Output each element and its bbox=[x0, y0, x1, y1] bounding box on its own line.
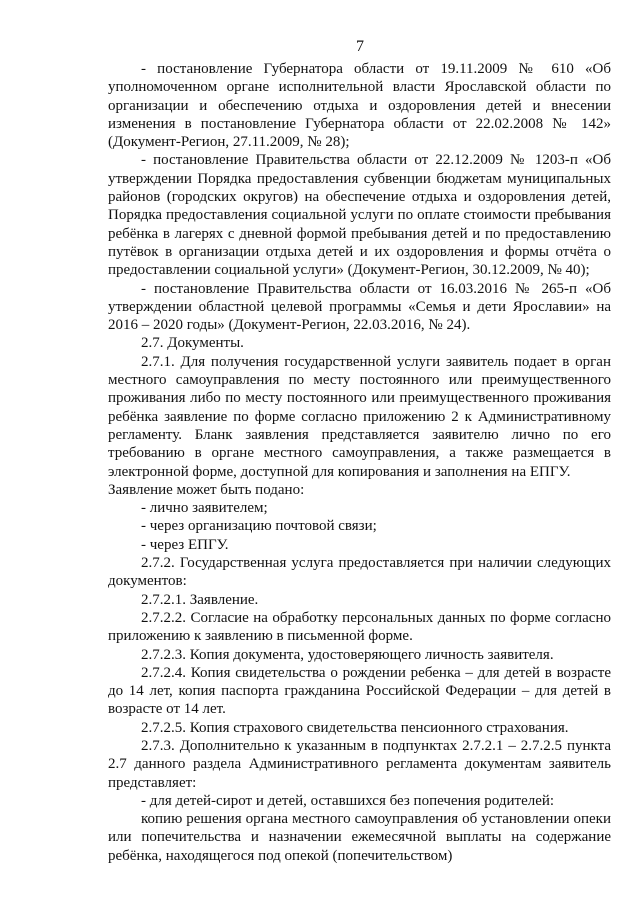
paragraph-2-7-1: 2.7.1. Для получения государственной услуги заявитель подает в орган местного самоуправления по месту постоянного или преимущественного проживания либо по месту постоянного или преимущественного проживания ребёнка заявление по форме согласно приложению 2 к Административному регламенту. Бланк заявления представляется заявителю лично по его требованию в органе местного самоуправления, а также размещается в электронной форме, доступной для копирования и заполнения на ЕПГУ. bbox=[108, 353, 611, 480]
paragraph-decree-265: - постановление Правительства области от 16.03.2016 № 265-п «Об утверждении областной целевой программы «Семья и дети Ярославии» на 2016 – 2020 годы» (Документ-Регион, 22.03.2016, № 24). bbox=[108, 280, 611, 334]
list-item-postal: - через организацию почтовой связи; bbox=[141, 518, 377, 535]
list-item-epgu: - через ЕПГУ. bbox=[141, 536, 229, 553]
list-item-in-person: - лично заявителем; bbox=[141, 500, 268, 517]
paragraph-2-7-3: 2.7.3. Дополнительно к указанным в подпунктах 2.7.2.1 – 2.7.2.5 пункта 2.7 данного раздела Административного регламента документам заявитель представляет: bbox=[108, 737, 611, 791]
list-item-orphans: - для детей-сирот и детей, оставшихся без попечения родителей: bbox=[141, 792, 555, 809]
paragraph-2-7-2: 2.7.2. Государственная услуга предоставляется при наличии следующих документов: bbox=[108, 555, 611, 590]
paragraph-decree-governor: - постановление Губернатора области от 19.11.2009 № 610 «Об уполномоченном органе исполнительной власти Ярославской области по организации и обеспечению отдыха и оздоровления детей и внесении изменения в постановление Губернатора области от 22.02.2008 № 142» (Документ-Регион, 27.11.2009, № 28); bbox=[108, 61, 611, 151]
document-body bbox=[108, 60, 611, 865]
paragraph-2-7-2-5: 2.7.2.5. Копия страхового свидетельства пенсионного страхования. bbox=[141, 719, 569, 736]
paragraph-2-7-2-4: 2.7.2.4. Копия свидетельства о рождении ребенка – для детей в возрасте до 14 лет, копия паспорта гражданина Российской Федерации – для детей в возрасте от 14 лет. bbox=[108, 664, 611, 718]
section-heading-documents: 2.7. Документы. bbox=[141, 335, 244, 352]
paragraph-decree-1203: - постановление Правительства области от 22.12.2009 № 1203-п «Об утверждении Порядка предоставления субвенции бюджетам муниципальных районов (городских округов) на обеспечение отдыха и оздоровления детей, Порядка предоставления социальной услуги по оплате стоимости пребывания ребёнка в лагерях с дневной формой пребывания детей и по предоставлению путёвок в организации отдыха детей и их оздоровления и формы отчёта о предоставлении социальной услуги» (Документ-Регион, 30.12.2009, № 40); bbox=[108, 152, 611, 279]
page-number: 7 bbox=[356, 38, 364, 55]
paragraph-2-7-2-2: 2.7.2.2. Согласие на обработку персональных данных по форме согласно приложению к заявлению в письменной форме. bbox=[108, 609, 611, 645]
paragraph-2-7-2-1: 2.7.2.1. Заявление. bbox=[141, 591, 259, 608]
paragraph-submission-ways: Заявление может быть подано: bbox=[108, 481, 305, 498]
paragraph-guardianship-decision: копию решения органа местного самоуправления об установлении опеки или попечительства и назначении ежемесячной выплаты на содержание ребёнка, находящегося под опекой (попечительством) bbox=[108, 811, 611, 864]
paragraph-2-7-2-3: 2.7.2.3. Копия документа, удостоверяющего личность заявителя. bbox=[141, 646, 554, 663]
